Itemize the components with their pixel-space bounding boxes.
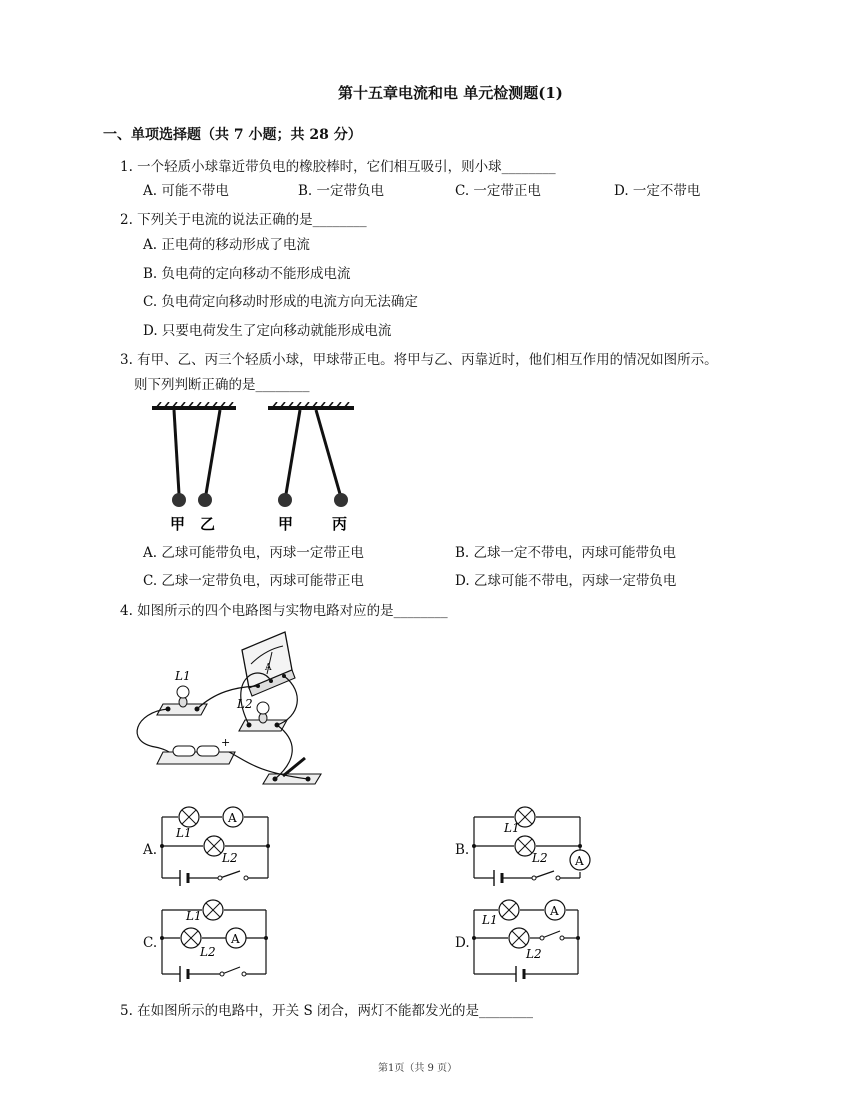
lamp-l1-label: L1 bbox=[175, 669, 191, 683]
page-footer: 第1页（共 9 页） bbox=[378, 1063, 458, 1074]
left-support bbox=[152, 402, 236, 507]
switch-device bbox=[263, 758, 321, 784]
label-l2: L2 bbox=[200, 945, 216, 959]
label-l1: L1 bbox=[186, 909, 202, 923]
lamp-symbol-l1 bbox=[179, 807, 199, 827]
circuit-option-a bbox=[158, 800, 278, 892]
label-jia-2: 甲 bbox=[278, 515, 294, 533]
ammeter-symbol bbox=[226, 928, 246, 948]
question-2-option-c: C. 负电荷定向移动时形成的电流方向无法确定 bbox=[143, 294, 418, 310]
question-4-stem: 4. 如图所示的四个电路图与实物电路对应的是________ bbox=[120, 603, 448, 619]
question-1-option-d: D. 一定不带电 bbox=[614, 183, 701, 199]
lamp-l2-label: L2 bbox=[237, 697, 253, 711]
question-4-option-d-label: D. bbox=[455, 935, 470, 951]
question-4-option-c-label: C. bbox=[143, 935, 158, 951]
label-yi: 乙 bbox=[200, 515, 216, 533]
ammeter-symbol bbox=[545, 900, 565, 920]
right-support bbox=[268, 402, 354, 507]
question-4-option-b-label: B. bbox=[455, 842, 470, 858]
circuit-option-d bbox=[470, 896, 590, 988]
label-l1: L1 bbox=[176, 826, 192, 840]
question-2-option-b: B. 负电荷的定向移动不能形成电流 bbox=[143, 266, 351, 282]
svg-text:A: A bbox=[231, 932, 240, 946]
question-1-option-c: C. 一定带正电 bbox=[455, 183, 541, 199]
question-1-option-b: B. 一定带负电 bbox=[298, 183, 385, 199]
question-5-stem: 5. 在如图所示的电路中，开关 S 闭合，两灯不能都发光的是________ bbox=[120, 1003, 534, 1019]
battery-plus-sign: + bbox=[221, 736, 231, 749]
question-2-option-a: A. 正电荷的移动形成了电流 bbox=[143, 237, 310, 253]
label-l2: L2 bbox=[222, 851, 238, 865]
ball-yi bbox=[198, 493, 212, 507]
lamp-l1-device bbox=[157, 669, 207, 715]
battery-symbol bbox=[180, 870, 188, 886]
ball-bing bbox=[334, 493, 348, 507]
label-jia-1: 甲 bbox=[170, 515, 186, 533]
ammeter-symbol bbox=[223, 807, 243, 827]
lamp-symbol-l1 bbox=[499, 900, 519, 920]
battery-symbol bbox=[180, 966, 188, 982]
ammeter-label: A bbox=[265, 663, 272, 673]
circuit-option-c bbox=[158, 896, 278, 988]
physical-circuit-figure bbox=[125, 622, 330, 787]
battery-symbol bbox=[516, 966, 524, 982]
question-2-option-d: D. 只要电荷发生了定向移动就能形成电流 bbox=[143, 323, 392, 339]
circuit-option-b bbox=[470, 800, 598, 892]
label-l2: L2 bbox=[532, 851, 548, 865]
ball-jia-2 bbox=[278, 493, 292, 507]
question-4-option-a-label: A. bbox=[143, 842, 158, 858]
label-bing: 丙 bbox=[332, 515, 348, 533]
label-l1: L1 bbox=[504, 821, 520, 835]
ammeter-symbol bbox=[570, 850, 590, 870]
svg-text:A: A bbox=[575, 854, 584, 868]
question-3-option-c: C. 乙球一定带负电，丙球可能带正电 bbox=[143, 573, 364, 589]
question-3-option-a: A. 乙球可能带负电，丙球一定带正电 bbox=[143, 545, 364, 561]
battery-symbol bbox=[494, 870, 502, 886]
question-3-stem: 3. 有甲、乙、丙三个轻质小球，甲球带正电。将甲与乙、丙靠近时，他们相互作用的情况如图所示。 bbox=[120, 352, 718, 368]
question-2-stem: 2. 下列关于电流的说法正确的是________ bbox=[120, 212, 367, 228]
question-1-option-a: A. 可能不带电 bbox=[143, 183, 229, 199]
label-l2: L2 bbox=[526, 947, 542, 961]
label-l1: L1 bbox=[482, 913, 498, 927]
section-heading: 一、单项选择题（共 7 小题；共 28 分） bbox=[103, 127, 362, 143]
page-title: 第十五章电流和电 单元检测题(1) bbox=[338, 84, 563, 102]
svg-text:A: A bbox=[228, 811, 237, 825]
lamp-symbol-l2 bbox=[509, 928, 529, 948]
lamp-symbol-l1 bbox=[203, 900, 223, 920]
lamp-symbol-l2 bbox=[181, 928, 201, 948]
question-3-option-b: B. 乙球一定不带电，丙球可能带负电 bbox=[455, 545, 677, 561]
pendulum-figure bbox=[148, 402, 358, 534]
battery-device bbox=[157, 736, 235, 764]
question-3-stem-continued: 则下列判断正确的是________ bbox=[134, 377, 310, 393]
ball-jia-1 bbox=[172, 493, 186, 507]
lamp-symbol-l2 bbox=[204, 836, 224, 856]
question-1-stem: 1. 一个轻质小球靠近带负电的橡胶棒时，它们相互吸引，则小球________ bbox=[120, 159, 556, 175]
svg-text:A: A bbox=[550, 904, 559, 918]
question-3-option-d: D. 乙球可能不带电，丙球一定带负电 bbox=[455, 573, 677, 589]
